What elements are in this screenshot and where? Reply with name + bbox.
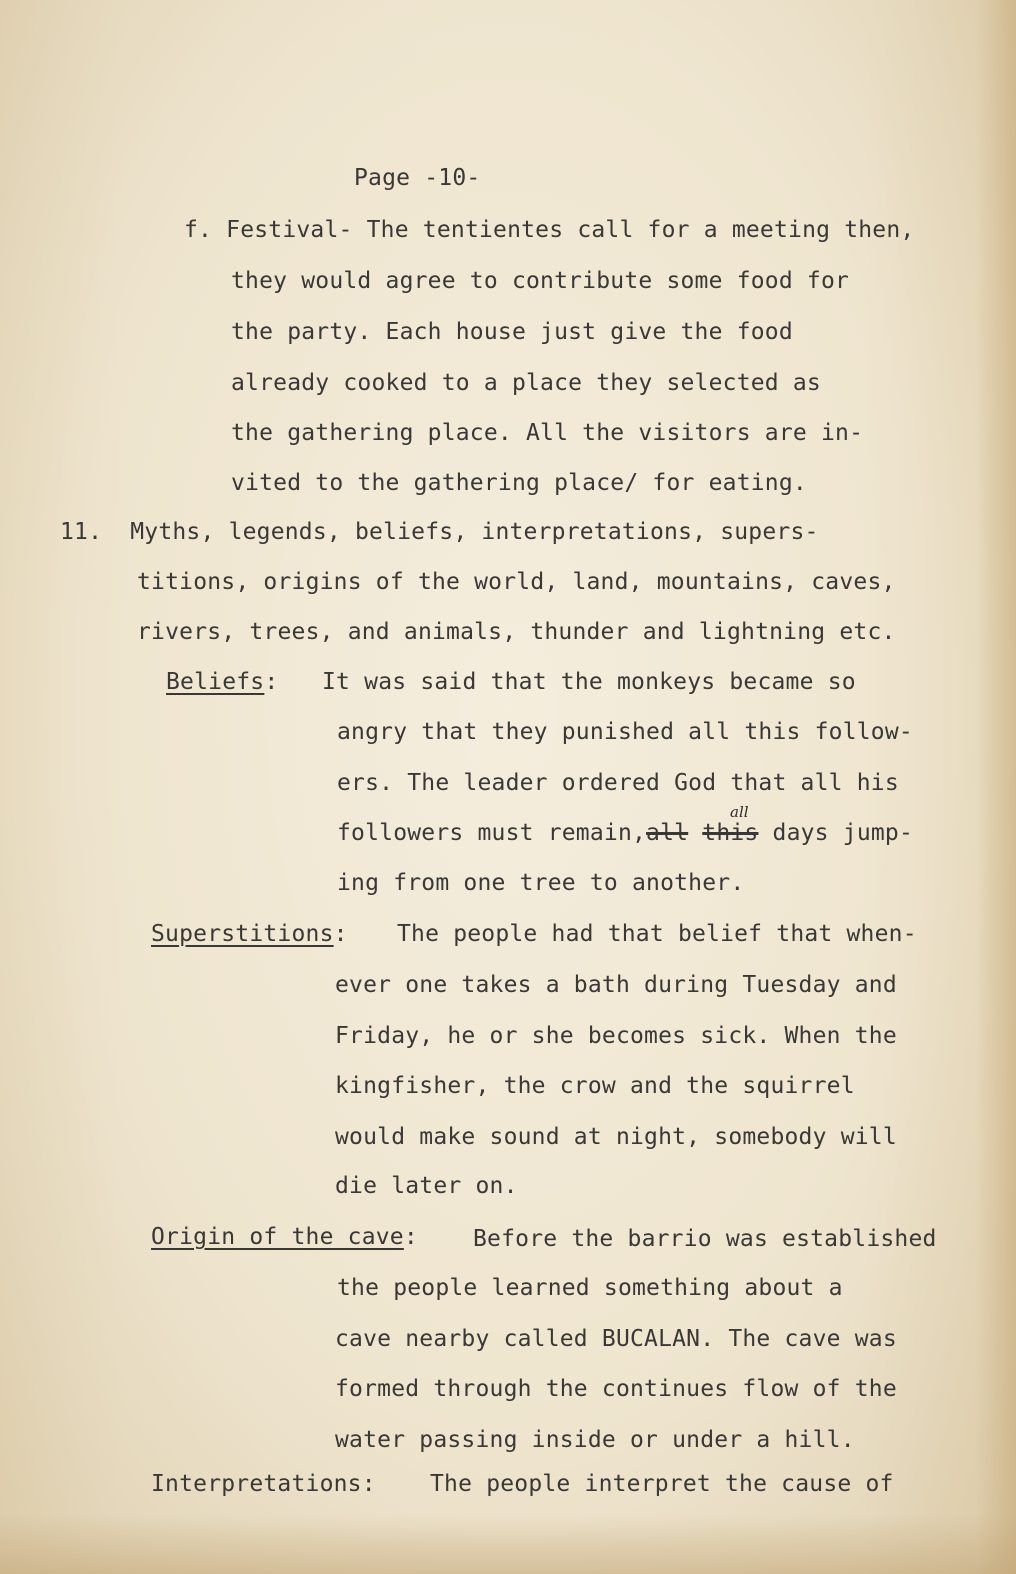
- handwritten-correction: all: [730, 803, 749, 821]
- beliefs-line: It was said that the monkeys became so: [322, 669, 856, 695]
- beliefs-line: angry that they punished all this follow-: [337, 719, 913, 745]
- superstitions-line: The people had that belief that when-: [397, 921, 917, 947]
- origin-cave-line: formed through the continues flow of the: [335, 1376, 897, 1402]
- beliefs-line: ing from one tree to another.: [337, 870, 745, 896]
- beliefs-heading: Beliefs:: [166, 669, 279, 695]
- beliefs-line: ers. The leader ordered God that all his: [337, 770, 899, 796]
- superstitions-line: ever one takes a bath during Tuesday and: [335, 972, 897, 998]
- festival-line: the gathering place. All the visitors are in-: [231, 420, 864, 446]
- superstitions-line: die later on.: [335, 1173, 518, 1199]
- paper-bottom-shadow: [0, 1514, 1016, 1574]
- section-11-line: rivers, trees, and animals, thunder and lightning etc.: [137, 619, 896, 645]
- struck-word: this: [702, 820, 759, 846]
- origin-cave-line: cave nearby called BUCALAN. The cave was: [335, 1326, 897, 1352]
- origin-cave-heading: Origin of the cave:: [151, 1224, 418, 1250]
- interpretations-line: The people interpret the cause of: [430, 1471, 894, 1497]
- superstitions-heading: Superstitions:: [151, 921, 348, 947]
- interpretations-heading: Interpretations:: [151, 1471, 376, 1497]
- festival-line: the party. Each house just give the food: [231, 319, 793, 345]
- festival-line: they would agree to contribute some food for: [231, 268, 850, 294]
- superstitions-line: Friday, he or she becomes sick. When the: [335, 1023, 897, 1049]
- beliefs-line-corrected: followers must remain,all this days jump-: [337, 820, 914, 846]
- origin-cave-line: the people learned something about a: [337, 1275, 843, 1301]
- superstitions-line: kingfisher, the crow and the squirrel: [335, 1073, 855, 1099]
- superstitions-line: would make sound at night, somebody will: [335, 1124, 897, 1150]
- festival-line: f. Festival- The tentientes call for a meeting then,: [184, 217, 915, 243]
- struck-word: all: [646, 820, 689, 846]
- paper-edge-shadow: [976, 0, 1016, 1574]
- festival-line: vited to the gathering place/ for eating.: [231, 470, 807, 496]
- page-number: Page -10-: [354, 165, 481, 191]
- section-11-line: titions, origins of the world, land, mountains, caves,: [137, 569, 896, 595]
- origin-cave-line: Before the barrio was established: [473, 1226, 937, 1252]
- origin-cave-line: water passing inside or under a hill.: [335, 1427, 855, 1453]
- festival-line: already cooked to a place they selected as: [231, 370, 821, 396]
- section-11-line: 11. Myths, legends, beliefs, interpretations, supers-: [60, 519, 819, 545]
